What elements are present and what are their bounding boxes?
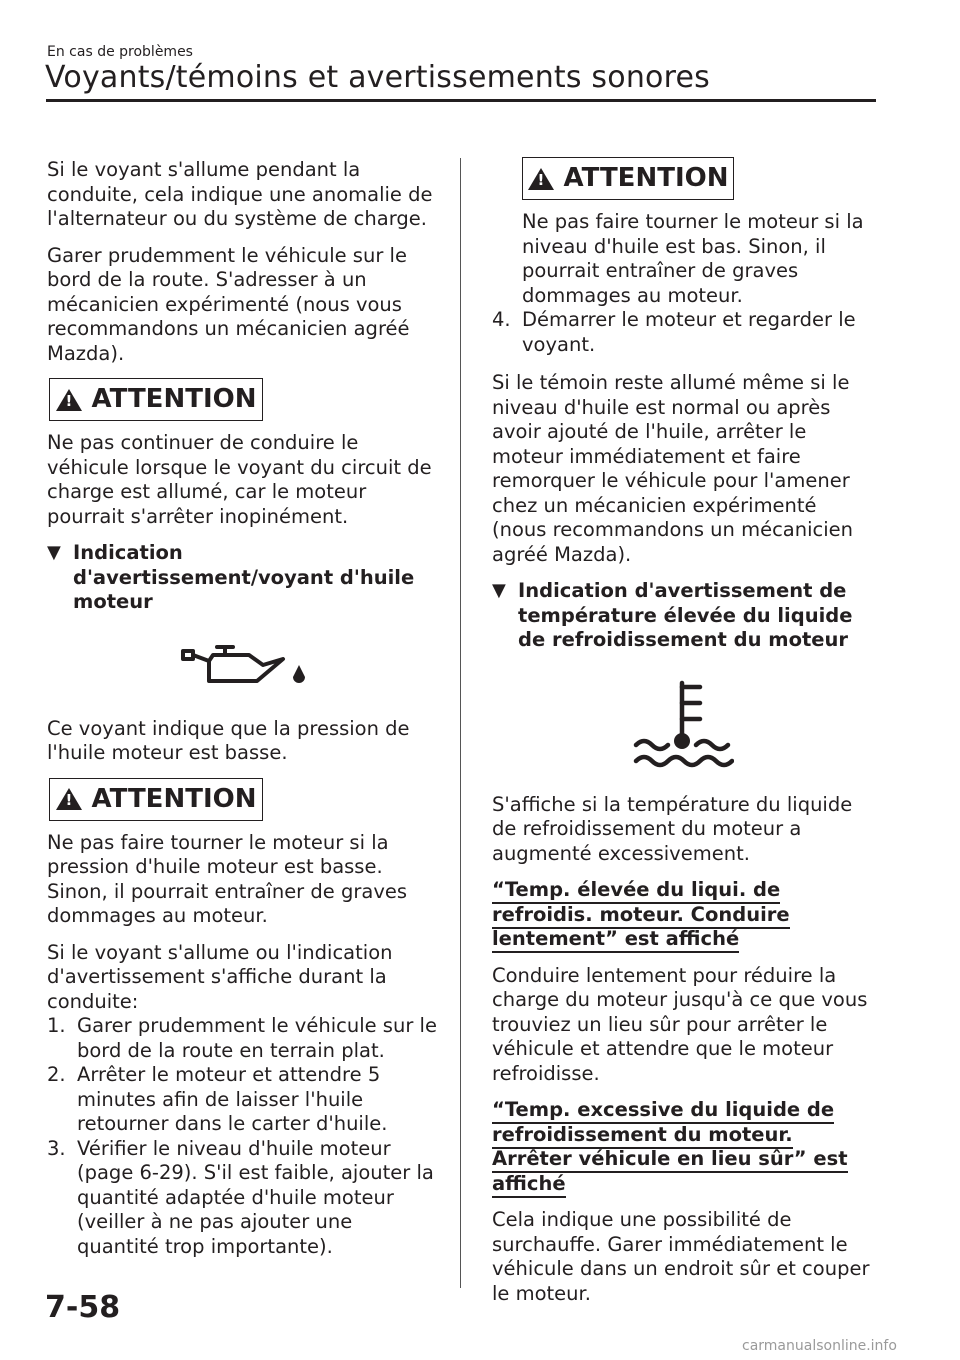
attention-box [49,778,263,821]
list-item: 2. Arrêter le moteur et attendre 5 minutes afin de laisser l'huile retourner dans le carter d'huile. [47,1063,388,1135]
section-heading-text: Indication d'avertissement de température élevée du liquide de refroidissement du moteur [518,579,853,651]
section-heading-text: Indication d'avertissement/voyant d'huile moteur [73,541,415,613]
paragraph-light-remains: Si le témoin reste allumé même si le niveau d'huile est normal ou après avoir ajouté de l'huile, arrêter le moteur immédiatement et faire remorquer le véhicule pour l'amener chez un mécanicien expérimenté (nous recommandons un mécanicien agréé Mazda). [492,371,854,566]
paragraph-coolant: S'affiche si la température du liquide de refroidissement du moteur a augmenté excessivement. [492,792,853,865]
steps-list [492,308,872,357]
page-title: Voyants/témoins et avertissements sonores [45,60,710,95]
coolant-temperature-icon [630,679,734,771]
coolant-icon-container [492,679,872,771]
header-rule [46,99,876,102]
message-heading: “Temp. excessive du liquide de refroidissement du moteur. Arrêter véhicule en lieu sûr” est affiché [492,1098,872,1196]
attention-text: Ne pas continuer de conduire le véhicule lorsque le voyant du circuit de charge est allumé, car le moteur pourrait s'arrêter inopinément. [47,431,432,528]
attention-text: Ne pas faire tourner le moteur si la niveau d'huile est bas. Sinon, il pourrait entraîner de graves dommages au moteur. [522,210,864,307]
left-column [47,158,439,1259]
list-item: 4. Démarrer le moteur et regarder le voyant. [492,308,856,356]
right-column [492,155,872,1318]
paragraph-overheat: Cela indique une possibilité de surchauffe. Garer immédiatement le véhicule dans un endroit sûr et couper le moteur. [492,1208,870,1305]
page-number: 7-58 [45,1290,121,1325]
header-section: En cas de problèmes [47,44,193,60]
attention-box [49,378,263,421]
warning-triangle-icon: ! [56,788,82,810]
watermark: carmanualsonline.info [742,1338,897,1354]
list-item: 3. Vérifier le niveau d'huile moteur (page 6-29). S'il est faible, ajouter la quantité adaptée d'huile moteur (veiller à ne pas ajouter une quantité trop importante). [47,1136,434,1258]
message-heading: “Temp. élevée du liqui. de refroidis. moteur. Conduire lentement” est affiché [492,878,872,952]
paragraph-if-light-on: Si le voyant s'allume ou l'indication d'avertissement s'affiche durant la conduite: [47,940,393,1013]
section-heading [47,541,439,615]
paragraph-park-safely: Garer prudemment le véhicule sur le bord de la route. S'adresser à un mécanicien expérimenté (nous vous recommandons un mécanicien agréé Mazda). [47,243,410,365]
oil-can-icon [179,637,307,689]
paragraph-drive-slowly: Conduire lentement pour réduire la charge du moteur jusqu'à ce que vous trouviez un lieu sûr pour arrêter le véhicule et attendre que le moteur refroidisse. [492,963,868,1085]
attention-label: ATTENTION [563,163,729,194]
attention-box [522,157,734,200]
down-triangle-bullet-icon: ▼ [492,580,506,601]
down-triangle-bullet-icon: ▼ [47,542,61,563]
column-divider [460,158,461,1288]
attention-label: ATTENTION [91,783,257,814]
oil-icon-container [47,637,439,689]
attention-text: Ne pas faire tourner le moteur si la pression d'huile moteur est basse. Sinon, il pourrait entraîner de graves dommages au moteur. [47,830,408,927]
steps-list [47,1014,439,1259]
paragraph-alternator: Si le voyant s'allume pendant la conduite, cela indique une anomalie de l'alternateur ou du système de charge. [47,158,433,230]
warning-triangle-icon: ! [56,389,82,411]
list-item: 1. Garer prudemment le véhicule sur le bord de la route en terrain plat. [47,1014,437,1062]
section-heading [492,579,872,653]
warning-triangle-icon: ! [528,168,554,190]
paragraph-oil-pressure: Ce voyant indique que la pression de l'huile moteur est basse. [47,716,410,764]
attention-label: ATTENTION [91,384,257,415]
